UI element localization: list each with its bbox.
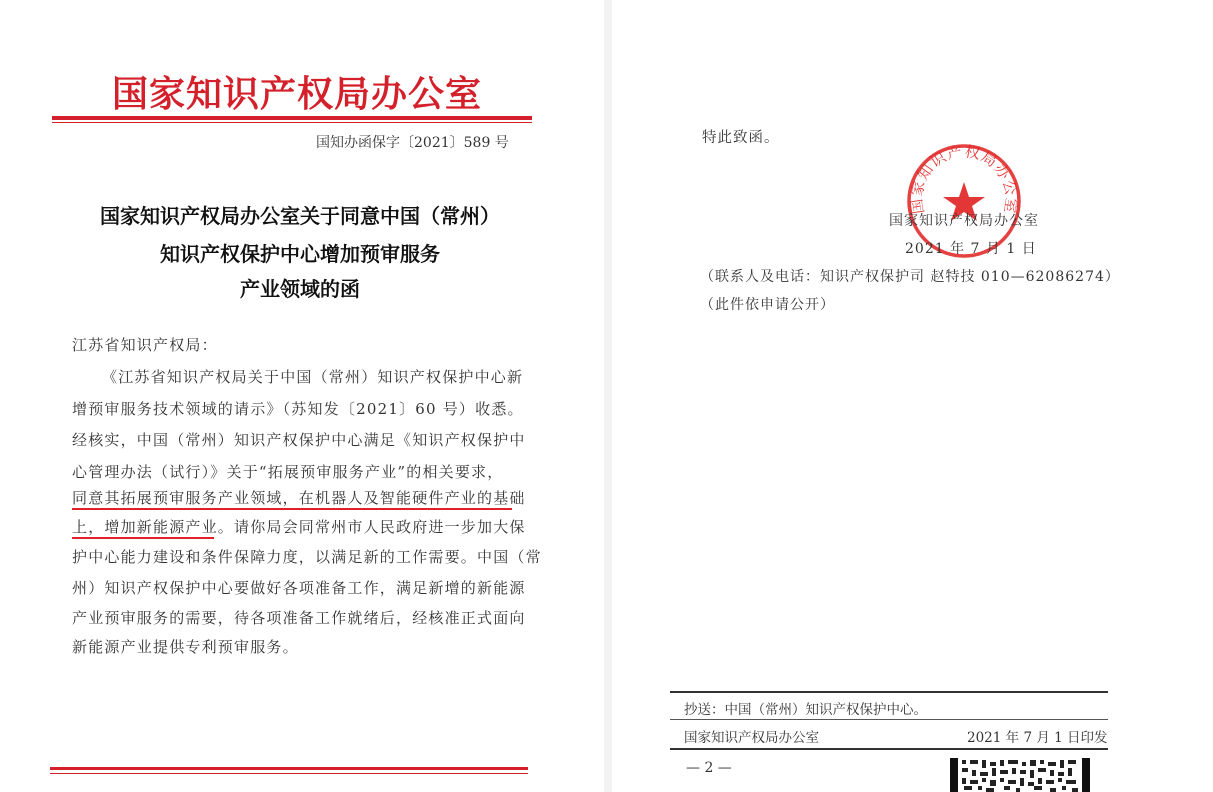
footer-red-rule (50, 767, 528, 770)
qr-code-icon (950, 758, 1090, 792)
cc-line: 抄送：中国（常州）知识产权保护中心。 (684, 702, 927, 718)
closing-line: 特此致函。 (702, 130, 780, 146)
highlight-underline (72, 508, 512, 510)
body-line: 产业预审服务的需要，待各项准备工作就绪后，经核准正式面向 (72, 609, 526, 627)
footer-red-rule-thin (50, 773, 528, 774)
body-line: 新能源产业提供专利预审服务。 (72, 638, 299, 656)
signature-org: 国家知识产权局办公室 (889, 213, 1039, 229)
body-line: 增预审服务技术领域的请示》（苏知发〔2021〕60 号）收悉。 (72, 400, 524, 418)
issuer: 国家知识产权局办公室 (684, 730, 819, 746)
footer-rule-top (670, 691, 1108, 693)
seal-text: 国家知识产权局办公室 (907, 142, 1021, 216)
body-line: 州）知识产权保护中心要做好各项准备工作，满足新增的新能源 (72, 579, 526, 597)
body-line: 《江苏省知识产权局关于中国（常州）知识产权保护中心新 (102, 368, 524, 386)
letter-title-line-2: 知识产权保护中心增加预审服务 (160, 242, 440, 266)
org-header: 国家知识产权局办公室 (112, 73, 483, 115)
letter-title-line-1: 国家知识产权局办公室关于同意中国（常州） (100, 204, 500, 228)
body-line: 经核实，中国（常州）知识产权保护中心满足《知识产权保护中 (72, 431, 526, 449)
right-page (612, 0, 1213, 792)
contact-info: （联系人及电话：知识产权保护司 赵特技 010—62086274） (700, 269, 1120, 285)
letter-title-line-3: 产业领域的函 (240, 277, 360, 301)
document-number: 国知办函保字〔2021〕589 号 (316, 135, 509, 151)
signature-date: 2021 年 7 月 1 日 (905, 241, 1037, 257)
disclosure-note: （此件依申请公开） (700, 297, 835, 313)
addressee: 江苏省知识产权局： (72, 336, 218, 354)
header-red-rule-thin (52, 122, 532, 123)
body-line: 心管理办法（试行）》关于“拓展预审服务产业”的相关要求， (72, 463, 504, 481)
body-line-highlighted: 上，增加新能源产业。请你局会同常州市人民政府进一步加大保 (72, 518, 526, 536)
print-date: 2021 年 7 月 1 日印发 (967, 730, 1108, 746)
footer-rule-bottom (670, 748, 1108, 750)
body-line-highlighted: 同意其拓展预审服务产业领域，在机器人及智能硬件产业的基础 (72, 489, 526, 507)
page-gutter (604, 0, 612, 792)
footer-rule-mid (670, 719, 1108, 720)
highlight-underline (72, 537, 214, 539)
header-red-rule (52, 116, 532, 120)
body-line: 护中心能力建设和条件保障力度，以满足新的工作需要。中国（常 (72, 548, 542, 566)
page-number: — 2 — (686, 760, 732, 776)
